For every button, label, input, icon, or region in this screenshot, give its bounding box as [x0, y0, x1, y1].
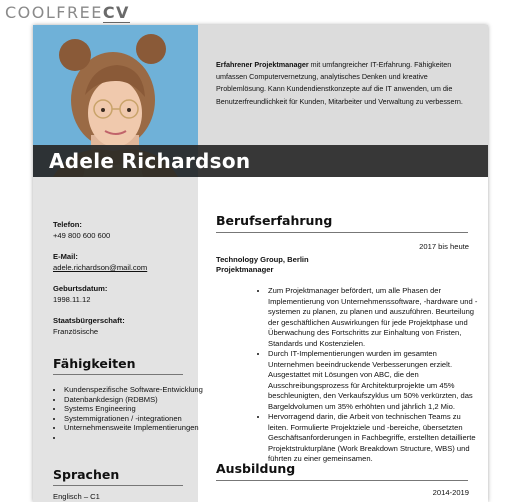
skill-item: • Systemmigrationen / -integrationen — [64, 414, 204, 424]
language-item: Englisch – C1 — [53, 492, 100, 501]
job-company: Technology Group, Berlin — [216, 255, 309, 264]
experience-heading: Berufserfahrung — [216, 213, 333, 228]
citizenship-value: Französische — [53, 327, 99, 336]
languages-divider — [53, 485, 183, 486]
candidate-name: Adele Richardson — [49, 149, 251, 173]
achievement-item: • Zum Projektmanager befördert, um alle Phasen der Implementierung von Unternehmenssoftware, -hardware und -systemen zu planen, zu planen und auszuführen. Beurteilung der geschäftlichen Auswirkungen für jede Projektphase und Überwachung des Fortschritts zur Einhaltung von Fristen, Standards und Kostenzielen. — [268, 286, 480, 349]
education-heading: Ausbildung — [216, 461, 296, 476]
phone-label: Telefon: — [53, 220, 82, 229]
email-link[interactable]: adele.richardson@mail.com — [53, 263, 148, 272]
languages-heading: Sprachen — [53, 467, 120, 482]
birthdate-value: 1998.11.12 — [53, 295, 91, 304]
citizenship-label: Staatsbürgerschaft: — [53, 316, 125, 325]
name-banner — [33, 145, 488, 177]
education-period: 2014-2019 — [432, 488, 469, 497]
skills-heading: Fähigkeiten — [53, 356, 136, 371]
site-logo: COOLFREECV — [5, 3, 130, 22]
email-label: E-Mail: — [53, 252, 78, 261]
summary-panel — [198, 25, 488, 145]
skills-list — [52, 385, 204, 443]
resume-page — [33, 25, 488, 502]
sidebar — [33, 177, 203, 502]
experience-divider — [216, 232, 468, 233]
profile-summary: Erfahrener Projektmanager mit umfangreicher IT-Erfahrung. Fähigkeiten umfassen Computervernetzung, analytisches Denken und kreative Problemlösung. Kann Kundendienstkonzepte auf die IT anwenden, um die Benutzerfreundlichkeit für Kunden, Mitarbeiter und Verwaltung zu verbessern. — [216, 60, 463, 106]
education-divider — [216, 480, 468, 481]
skills-divider — [53, 374, 183, 375]
skill-item — [64, 433, 204, 443]
job-period: 2017 bis heute — [419, 242, 469, 251]
birthdate-label: Geburtsdatum: — [53, 284, 108, 293]
skill-item: • Kundenspezifische Software-Entwicklung — [64, 385, 204, 395]
achievement-item: • Durch IT-Implementierungen wurden im gesamten Unternehmen beeindruckende Verbesserungen erzielt. Ausgestattet mit Lösungen von ABC, die den Ausschreibungsprozess für Architekturprojekte um 45% beschleunigten, den Verkaufszyklus um 50% verkürzten, das Bargeldvolumen um 35% erhöhten und jährlich 1,2 Mio. — [268, 349, 480, 412]
job-role: Projektmanager — [216, 265, 274, 274]
skill-item: • Datenbankdesign (RDBMS) — [64, 395, 204, 405]
skill-item: • Unternehmensweite Implementierungen — [64, 423, 204, 433]
achievement-item: • Hervorragend darin, die Arbeit von technischen Teams zu leiten. Formulierte Projektziele und -bereiche, übersetzten Geschäftsanforderungen in Fachbegriffe, erstellten detaillierte Projektstrukturpläne (Work Breakdown Structure, WBS) und führten zu einer gemeinsamen. — [268, 412, 480, 465]
phone-value: +49 800 600 600 — [53, 231, 111, 240]
skill-item: • Systems Engineering — [64, 404, 204, 414]
job-achievements — [256, 286, 480, 465]
